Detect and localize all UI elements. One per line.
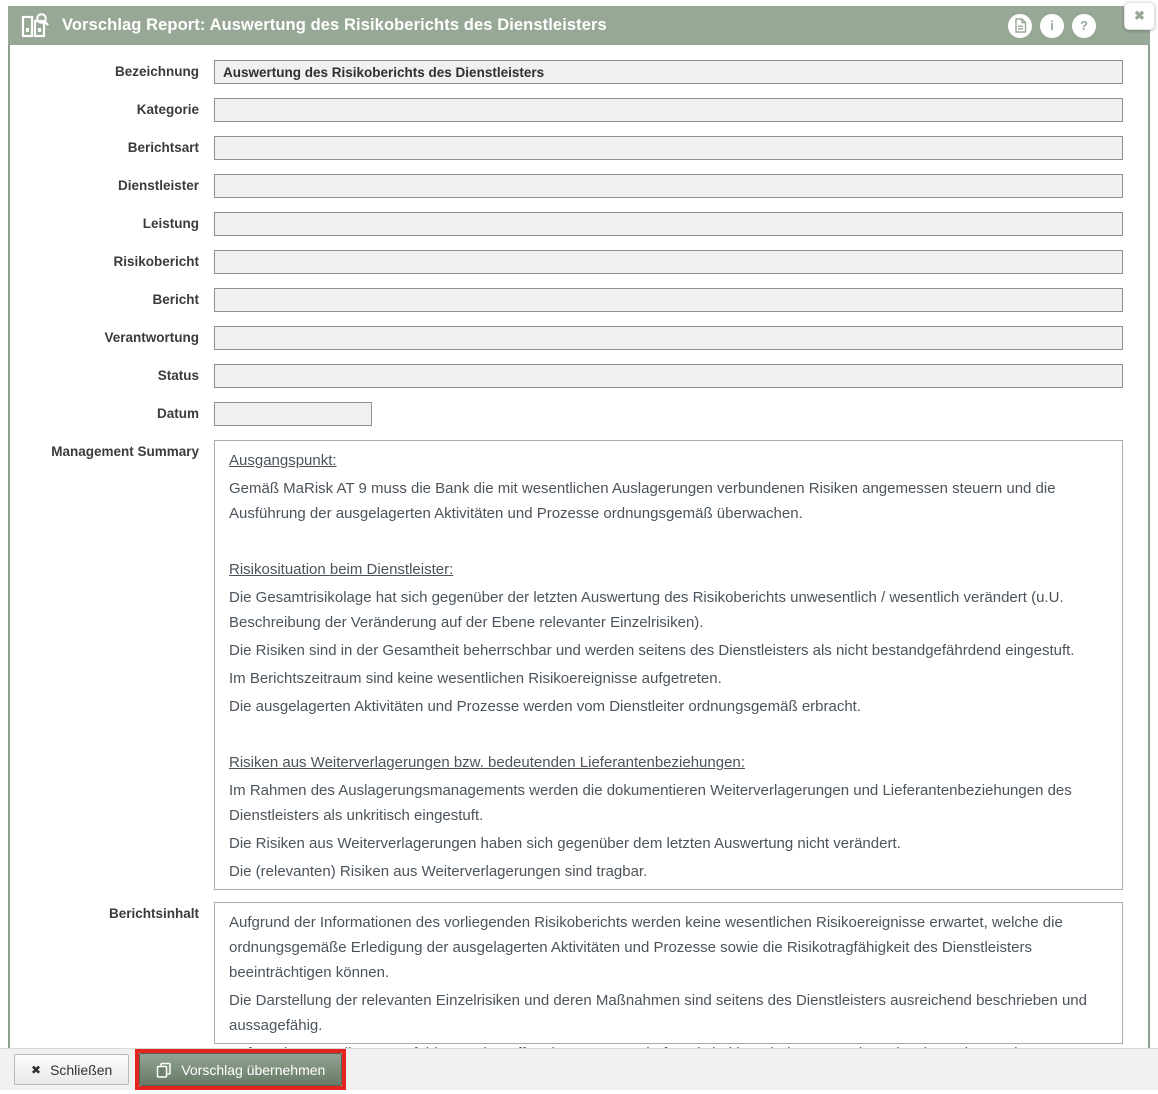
dialog-body [8, 45, 1150, 1048]
field-input-berichtsart[interactable] [214, 136, 1123, 160]
help-icon[interactable]: ? [1072, 14, 1096, 38]
berichtsinhalt-textarea[interactable] [214, 902, 1123, 1044]
form-row-status [10, 364, 1123, 388]
berichtsinhalt-para: Aufgrund der Informationen des vorliegenden Risikoberichts werden keine wesentlichen Risikoereignisse erwartet, welche die ordnungsgemäße Erledigung der ausgelagerten Aktivitäten und Prozesse sowie die Risikotragfähigkeit des Dienstleisters beeinträchtigen können. [229, 914, 1063, 981]
header-actions [1008, 14, 1096, 38]
field-label-leistung: Leistung [142, 216, 199, 231]
summary-para: Die Risiken aus Weiterverlagerungen haben sich gegenüber dem letzten Auswertung nicht verändert. [229, 835, 901, 852]
form-row-datum [10, 402, 1123, 426]
form-row-kategorie [10, 98, 1123, 122]
pdf-export-icon[interactable] [1008, 14, 1032, 38]
annotation-red-box [135, 1049, 346, 1090]
field-label-berichtsart: Berichtsart [127, 140, 199, 155]
management-summary-row [10, 440, 1123, 890]
field-label-bericht: Bericht [152, 292, 199, 307]
field-label-bezeichnung: Bezeichnung [114, 64, 199, 79]
management-summary-textarea[interactable] [214, 440, 1123, 890]
management-summary-label: Management Summary [51, 444, 199, 459]
schliessen-button[interactable] [14, 1054, 129, 1085]
info-icon[interactable]: i [1040, 14, 1064, 38]
vorschlag-uebernehmen-label: Vorschlag übernehmen [181, 1061, 326, 1078]
summary-heading: Risikosituation beim Dienstleister: [229, 561, 454, 578]
field-label-status: Status [157, 368, 199, 383]
summary-para: Die Gesamtrisikolage hat sich gegenüber der letzten Auswertung des Risikoberichts unwesentlich / wesentlich verändert (u.U. Beschreibung der Veränderung auf der Ebene relevanter Einzelrisiken). [229, 589, 1064, 631]
summary-para: Im Rahmen des Auslagerungsmanagements werden die dokumentieren Weiterverlagerungen und Lieferantenbeziehungen des Dienstleisters als unkritisch eingestuft. [229, 782, 1072, 824]
field-input-risikobericht[interactable] [214, 250, 1123, 274]
summary-para: Die ausgelagerten Aktivitäten und Prozesse werden vom Dienstleiter ordnungsgemäß erbracht. [229, 698, 862, 715]
report-search-icon [20, 12, 50, 40]
berichtsinhalt-label: Berichtsinhalt [108, 906, 199, 921]
field-input-bericht[interactable] [214, 288, 1123, 312]
dialog-header [8, 6, 1150, 45]
x-icon: ✖ [31, 1062, 42, 1077]
form-row-leistung [10, 212, 1123, 236]
form-row-dienstleister [10, 174, 1123, 198]
field-label-verantwortung: Verantwortung [104, 330, 199, 345]
field-input-dienstleister[interactable] [214, 174, 1123, 198]
summary-spacer [229, 722, 1108, 747]
field-label-risikobericht: Risikobericht [113, 254, 199, 269]
form-row-verantwortung [10, 326, 1123, 350]
form-row-berichtsart [10, 136, 1123, 160]
summary-para: Die Risiken sind in der Gesamtheit beherrschbar und werden seitens des Dienstleisters als nicht bestandgefährdend eingestuft. [229, 642, 1075, 659]
field-input-verantwortung[interactable] [214, 326, 1123, 350]
field-label-kategorie: Kategorie [136, 102, 199, 117]
summary-para: Die (relevanten) Risiken aus Weiterverlagerungen sind tragbar. [229, 863, 648, 880]
copy-icon [156, 1062, 172, 1078]
dialog-title: Vorschlag Report: Auswertung des Risikoberichts des Dienstleisters [62, 16, 607, 34]
vorschlag-uebernehmen-button[interactable] [139, 1053, 342, 1086]
form-row-bericht [10, 288, 1123, 312]
summary-heading: Risiken aus Weiterverlagerungen bzw. bedeutenden Lieferantenbeziehungen: [229, 754, 745, 771]
close-icon[interactable]: ✖ [1124, 2, 1155, 30]
summary-para: Gemäß MaRisk AT 9 muss die Bank die mit wesentlichen Auslagerungen verbundenen Risiken angemessen steuern und die Ausführung der ausgelagerten Aktivitäten und Prozesse ordnungsgemäß überwachen. [229, 480, 1056, 522]
field-input-bezeichnung[interactable] [214, 60, 1123, 84]
form-row-bezeichnung [10, 60, 1123, 84]
summary-para: Im Berichtszeitraum sind keine wesentlichen Risikoereignisse aufgetreten. [229, 670, 722, 687]
field-input-leistung[interactable] [214, 212, 1123, 236]
field-label-dienstleister: Dienstleister [117, 178, 199, 193]
summary-spacer [229, 529, 1108, 554]
form-row-risikobericht [10, 250, 1123, 274]
field-input-kategorie[interactable] [214, 98, 1123, 122]
berichtsinhalt-para: Die Darstellung der relevanten Einzelrisiken und deren Maßnahmen sind seitens des Dienstleisters ausreichend beschrieben und aussagefähig. [229, 992, 1087, 1034]
berichtsinhalt-row [10, 902, 1123, 1044]
dialog-footer [0, 1048, 1158, 1090]
field-input-datum[interactable] [214, 402, 372, 426]
form-rows [10, 60, 1123, 426]
field-input-status[interactable] [214, 364, 1123, 388]
field-label-datum: Datum [156, 406, 199, 421]
summary-heading: Ausgangspunkt: [229, 452, 337, 469]
schliessen-label: Schließen [50, 1061, 113, 1078]
